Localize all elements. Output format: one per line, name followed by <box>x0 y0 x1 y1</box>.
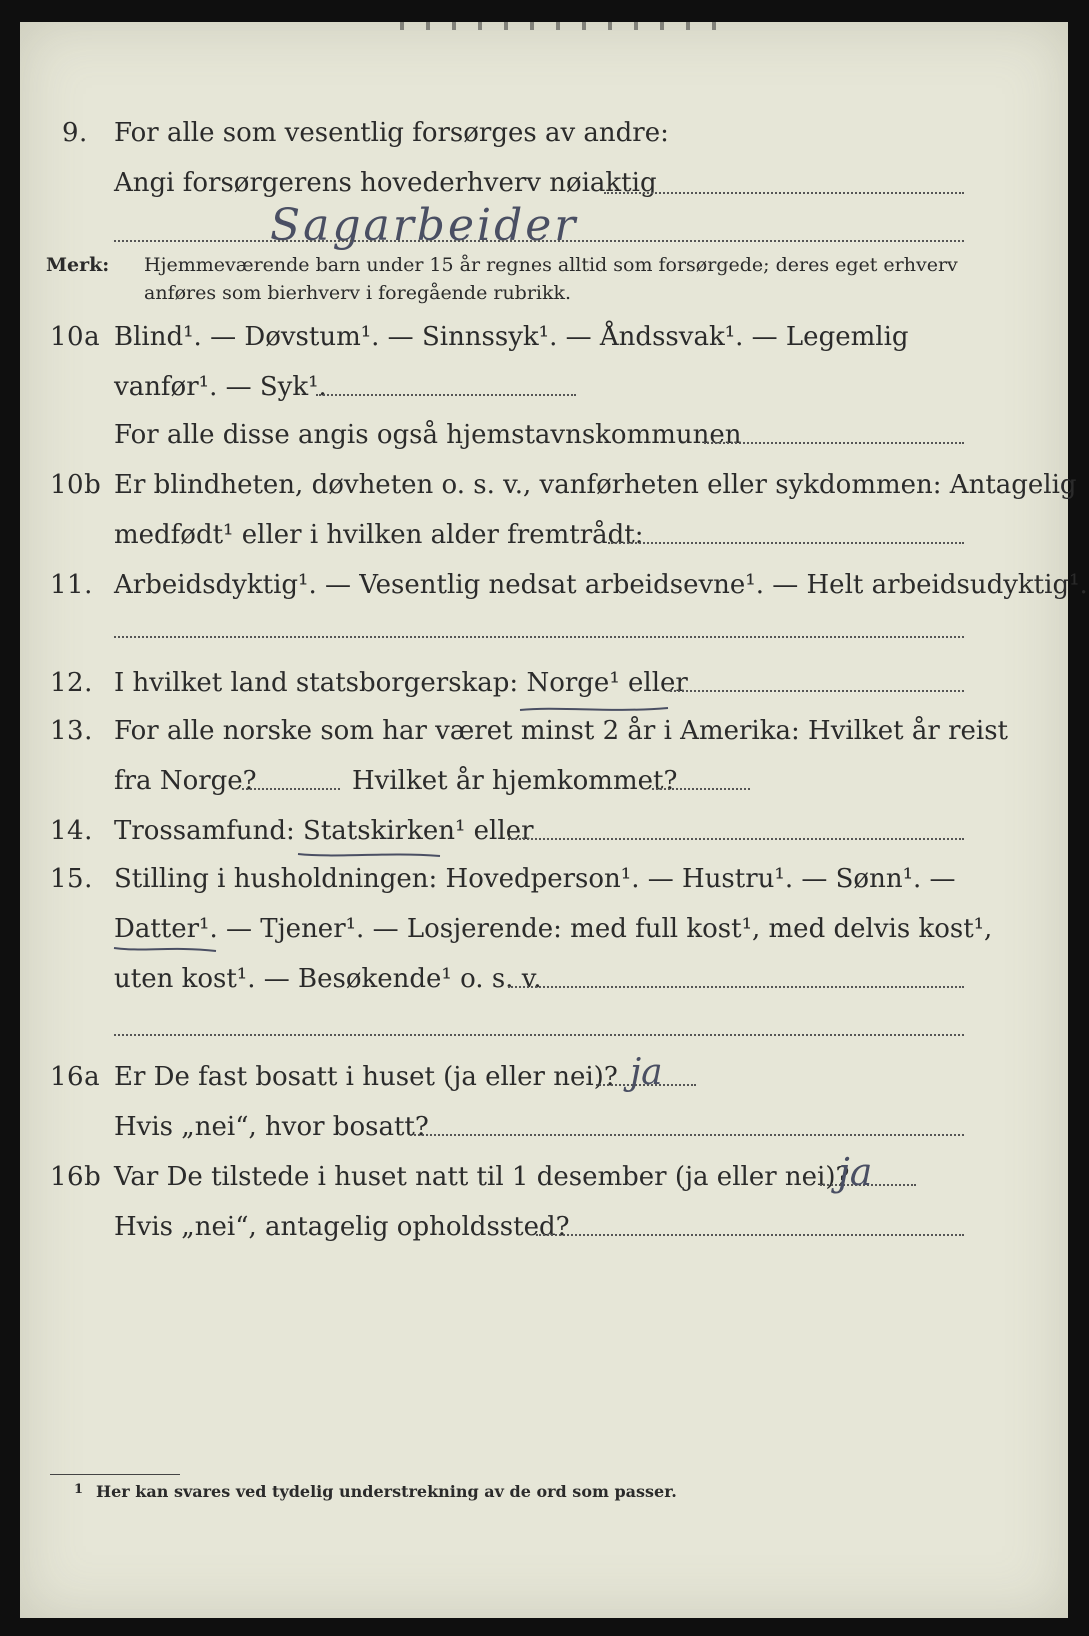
q10a-hjemstavn-dotted-fill <box>704 442 964 444</box>
q15-number: 15. <box>50 864 93 894</box>
q15-line2: Datter¹. — Tjener¹. — Losjerende: med full kost¹, med delvis kost¹, <box>114 914 993 944</box>
q9-number: 9. <box>62 118 88 148</box>
q16a-handwritten-answer: ja <box>630 1052 663 1093</box>
q9-line2: Angi forsørgerens hovederhverv nøiaktig <box>114 168 657 198</box>
q16a-line1: Er De fast bosatt i huset (ja eller nei)? <box>114 1062 618 1092</box>
q10a-syk-dotted-fill <box>316 394 576 396</box>
q13-line2a: fra Norge? <box>114 766 257 796</box>
q10b-line1: Er blindheten, døvheten o. s. v., vanførheten eller sykdommen: Antagelig <box>114 470 1077 500</box>
q10a-line1: Blind¹. — Døvstum¹. — Sinnssyk¹. — Åndssvak¹. — Legemlig <box>114 322 909 352</box>
footnote-text: Her kan svares ved tydelig understrekning av de ord som passer. <box>96 1482 677 1501</box>
q16b-handwritten-answer: ja <box>838 1150 873 1194</box>
q16b-line1: Var De tilstede i huset natt til 1 desember (ja eller nei)? <box>114 1162 850 1192</box>
q9-handwritten-answer: Sagarbeider <box>270 200 579 251</box>
q14-dotted-fill <box>508 838 964 840</box>
q11-line1: Arbeidsdyktig¹. — Vesentlig nedsat arbeidsevne¹. — Helt arbeidsudyktig¹. <box>114 570 1088 600</box>
q15-datter-underline <box>112 942 222 956</box>
q10b-line2: medfødt¹ eller i hvilken alder fremtrådt: <box>114 520 644 550</box>
q13-line2b: Hvilket år hjemkommet? <box>352 766 678 796</box>
q16b-line2: Hvis „nei“, antagelig opholdssted? <box>114 1212 570 1242</box>
q10b-dotted-fill <box>608 542 964 544</box>
q10a-number: 10a <box>50 322 101 352</box>
census-form-page <box>20 22 1088 1618</box>
q12-line1: I hvilket land statsborgerskap: Norge¹ eller <box>114 668 688 698</box>
q14-statskirken-underline <box>296 848 446 862</box>
q10a-line3: For alle disse angis også hjemstavnskommunen <box>114 420 742 450</box>
q10b-number: 10b <box>50 470 102 500</box>
q15-dotted-line <box>114 1034 964 1036</box>
q14-number: 14. <box>50 816 93 846</box>
q14-line1: Trossamfund: Statskirken¹ eller <box>114 816 534 846</box>
top-edge-marks <box>400 22 720 30</box>
q13-number: 13. <box>50 716 93 746</box>
q12-dotted-fill <box>670 690 964 692</box>
q9-dotted-fill <box>604 192 964 194</box>
q16a-number: 16a <box>50 1062 101 1092</box>
q13-reist-dotted-fill <box>242 788 340 790</box>
q12-norge-underline <box>518 702 678 716</box>
q15-line3: uten kost¹. — Besøkende¹ o. s. v. <box>114 964 542 994</box>
q13-line1: For alle norske som har været minst 2 år i Amerika: Hvilket år reist <box>114 716 1008 746</box>
q15-dotted-fill <box>508 986 964 988</box>
footnote-rule <box>50 1474 180 1475</box>
q16a-line2: Hvis „nei“, hvor bosatt? <box>114 1112 429 1142</box>
q10a-line2: vanfør¹. — Syk¹. <box>114 372 327 402</box>
footnote-marker: 1 <box>74 1482 84 1497</box>
q11-dotted-line <box>114 636 964 638</box>
merk-line2: anføres som bierhverv i foregående rubrikk. <box>144 282 572 304</box>
q16a-bosatt-dotted-fill <box>410 1134 964 1136</box>
q9-line1: For alle som vesentlig forsørges av andre: <box>114 118 669 148</box>
q9-answer-line <box>114 240 964 242</box>
q16b-opholdssted-dotted-fill <box>536 1234 964 1236</box>
q15-line1: Stilling i husholdningen: Hovedperson¹. — Hustru¹. — Sønn¹. — <box>114 864 956 894</box>
q11-number: 11. <box>50 570 93 600</box>
q12-number: 12. <box>50 668 93 698</box>
q16b-number: 16b <box>50 1162 102 1192</box>
q13-hjemkommet-dotted-fill <box>652 788 750 790</box>
merk-label: Merk: <box>46 254 110 276</box>
merk-line1: Hjemmeværende barn under 15 år regnes alltid som forsørgede; deres eget erhverv <box>144 254 958 276</box>
